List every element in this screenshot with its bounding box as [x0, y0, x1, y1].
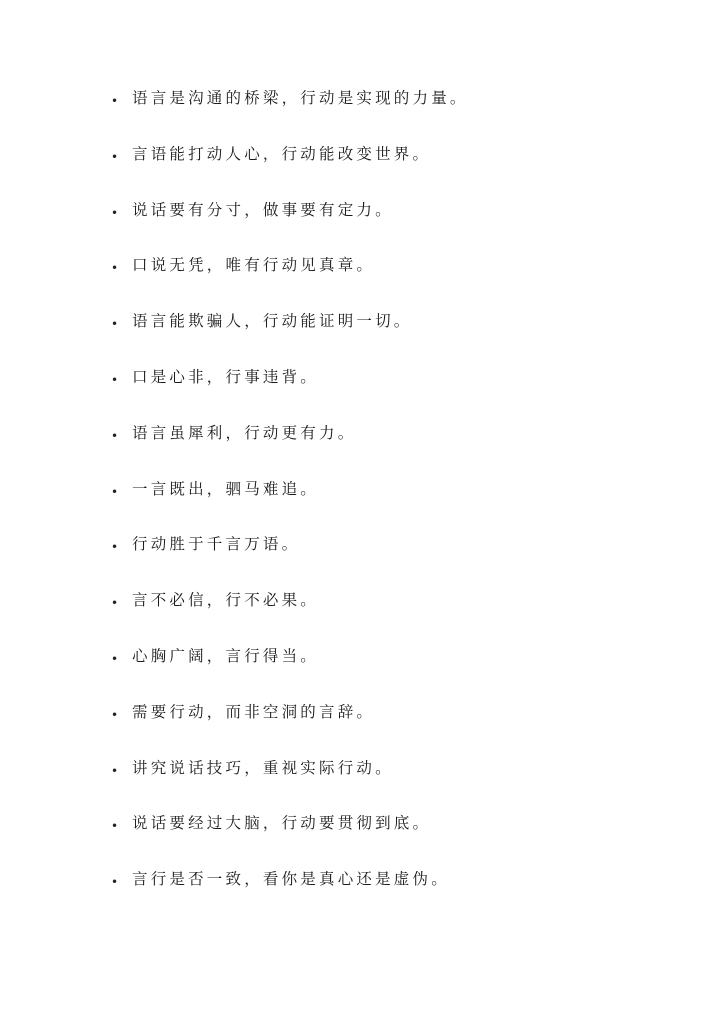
list-item	[0, 479, 720, 535]
list-item	[0, 869, 720, 925]
quote-text: 需要行动，而非空洞的言辞。	[132, 702, 376, 721]
quote-text: 言不必信，行不必果。	[132, 591, 320, 610]
list-item	[0, 311, 720, 367]
bullet-icon: •	[111, 428, 119, 443]
list-item	[0, 813, 720, 869]
bullet-icon: •	[111, 372, 119, 387]
quote-text: 行动胜于千言万语。	[132, 535, 301, 554]
bullet-icon: •	[111, 596, 119, 611]
quote-list	[0, 88, 720, 925]
bullet-icon: •	[111, 205, 119, 220]
quote-text: 语言能欺骗人，行动能证明一切。	[132, 312, 413, 331]
quote-text: 说话要经过大脑，行动要贯彻到底。	[132, 814, 432, 833]
list-item	[0, 423, 720, 479]
list-item	[0, 367, 720, 423]
list-item	[0, 200, 720, 256]
quote-text: 讲究说话技巧，重视实际行动。	[132, 758, 394, 777]
bullet-icon: •	[111, 317, 119, 332]
bullet-icon: •	[111, 540, 119, 555]
quote-text: 言语能打动人心，行动能改变世界。	[132, 144, 432, 163]
bullet-icon: •	[111, 763, 119, 778]
quote-text: 心胸广阔，言行得当。	[132, 646, 320, 665]
bullet-icon: •	[111, 94, 119, 108]
bullet-icon: •	[111, 484, 119, 499]
bullet-icon: •	[111, 149, 119, 164]
quote-text: 一言既出，驷马难追。	[132, 479, 320, 498]
quote-text: 说话要有分寸，做事要有定力。	[132, 200, 394, 219]
list-item	[0, 702, 720, 758]
list-item	[0, 534, 720, 590]
list-item	[0, 758, 720, 814]
bullet-icon: •	[111, 875, 119, 890]
quote-text: 语言是沟通的桥梁，行动是实现的力量。	[132, 89, 469, 107]
quote-text: 口说无凭，唯有行动见真章。	[132, 256, 376, 275]
list-item	[0, 255, 720, 311]
quote-text: 口是心非，行事违背。	[132, 367, 320, 386]
list-item	[0, 646, 720, 702]
quote-text: 言行是否一致，看你是真心还是虚伪。	[132, 870, 450, 889]
quote-text: 语言虽犀利，行动更有力。	[132, 423, 357, 442]
bullet-icon: •	[111, 261, 119, 276]
bullet-icon: •	[111, 819, 119, 834]
list-item	[0, 144, 720, 200]
list-item	[0, 88, 720, 144]
list-item	[0, 590, 720, 646]
bullet-icon: •	[111, 651, 119, 666]
bullet-icon: •	[111, 707, 119, 722]
